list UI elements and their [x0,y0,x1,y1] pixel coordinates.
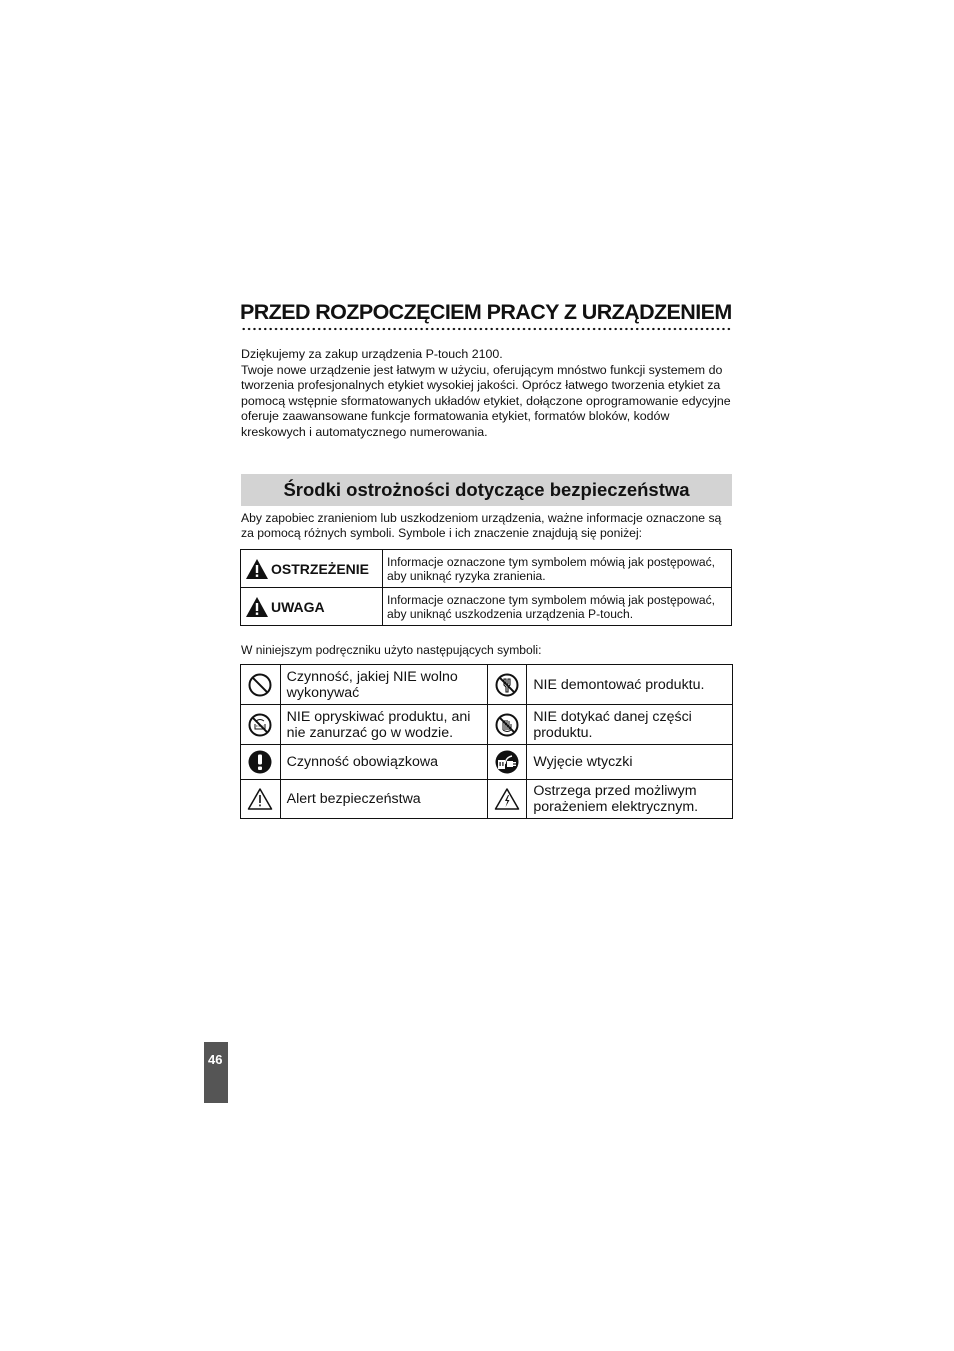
page-number: 46 [208,1052,223,1067]
warning-label: OSTRZEŻENIE [271,560,370,577]
intro-text [241,347,733,441]
warning-legend-table [240,549,732,626]
page-title: PRZED ROZPOCZĘCIEM PRACY Z URZĄDZENIEM [240,300,732,324]
table-row [241,705,733,745]
warning-triangle-icon [245,596,269,618]
warning-triangle-icon [245,558,269,580]
symbol-description: Czynność obowiązkowa [280,745,487,780]
mandatory-action-icon [247,749,273,775]
symbol-description: NIE opryskiwać produktu, ani nie zanurzać go w wodzie. [280,705,487,745]
section-description: Aby zapobiec zranieniom lub uszkodzeniom urządzenia, ważne informacje oznaczone są za pomocą różnych symboli. Symbole i ich znaczenie znajdują się poniżej: [241,511,722,541]
prohibited-icon [247,672,273,698]
symbols-table [240,664,733,819]
intro-paragraph: Twoje nowe urządzenie jest łatwym w użyciu, oferującym mnóstwo funkcji systemem do tworzenia profesjonalnych etykiet wysokiej jakości. Oprócz łatwego tworzenia etykiet za pomocą wstępnie sformatowanych układów etykiet, dołączone oprogramowanie edycyjne oferuje zaawansowane funkcje formatowania etykiet, formatów bloków, kodów kreskowych i automatycznego numerowania. [241,362,731,439]
symbol-description: Ostrzega przed możliwym porażeniem elektrycznym. [527,780,733,819]
table-row [241,745,733,780]
table-row [241,780,733,819]
symbols-intro: W niniejszym podręczniku użyto następujących symboli: [241,643,542,657]
warning-text: Informacje oznaczone tym symbolem mówią jak postępować, aby uniknąć ryzyka zranienia. [383,550,732,588]
symbol-description: NIE demontować produktu. [527,665,733,705]
dotted-rule [241,327,732,331]
electric-shock-icon [494,787,520,811]
no-touch-icon [494,712,520,738]
symbol-description: Alert bezpieczeństwa [280,780,487,819]
unplug-icon [494,749,520,775]
symbol-description: Wyjęcie wtyczki [527,745,733,780]
page-number-tab [204,1042,228,1103]
no-disassembly-icon [494,672,520,698]
symbol-description: Czynność, jakiej NIE wolno wykonywać [280,665,487,705]
symbol-description: NIE dotykać danej części produktu. [527,705,733,745]
section-heading-bar [241,474,732,506]
section-heading: Środki ostrożności dotyczące bezpieczeństwa [283,479,690,500]
caution-label: UWAGA [271,598,325,615]
caution-text: Informacje oznaczone tym symbolem mówią jak postępować, aby uniknąć uszkodzenia urządzenia P-touch. [383,588,732,626]
table-row [241,665,733,705]
safety-alert-icon [247,787,273,811]
caution-row [241,588,732,626]
no-water-icon [247,712,273,738]
intro-thanks: Dziękujemy za zakup urządzenia P-touch 2100. [241,347,503,361]
warning-row [241,550,732,588]
